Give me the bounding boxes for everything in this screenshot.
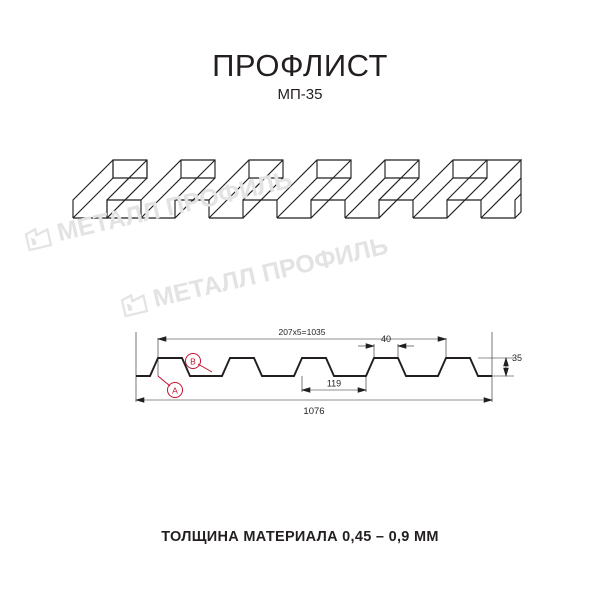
watermark-top-text: МЕТАЛЛ ПРОФИЛЬ [54, 165, 295, 247]
cross-section-drawing [100, 320, 523, 430]
material-thickness-note: ТОЛЩИНА МАТЕРИАЛА 0,45 – 0,9 ММ [161, 529, 439, 545]
dim-rib-base: 119 [326, 378, 342, 389]
page-subtitle: МП-35 [277, 86, 323, 103]
page-title: ПРОФЛИСТ [212, 48, 388, 83]
dim-height: 35 [512, 353, 523, 363]
dim-overall-width: 1076 [303, 406, 325, 417]
dim-rib-top: 40 [380, 334, 392, 344]
watermark-bottom-text: МЕТАЛЛ ПРОФИЛЬ [150, 231, 391, 313]
callout-b [186, 354, 213, 373]
dim-pitch-total: 207х5=1035 [278, 327, 326, 337]
brand-logo-icon [119, 290, 150, 319]
callout-a [158, 376, 183, 398]
callout-a-label: А [172, 385, 178, 396]
isometric-profile-drawing [55, 130, 550, 270]
callout-b-label: В [190, 356, 196, 367]
brand-logo-icon [23, 224, 54, 253]
